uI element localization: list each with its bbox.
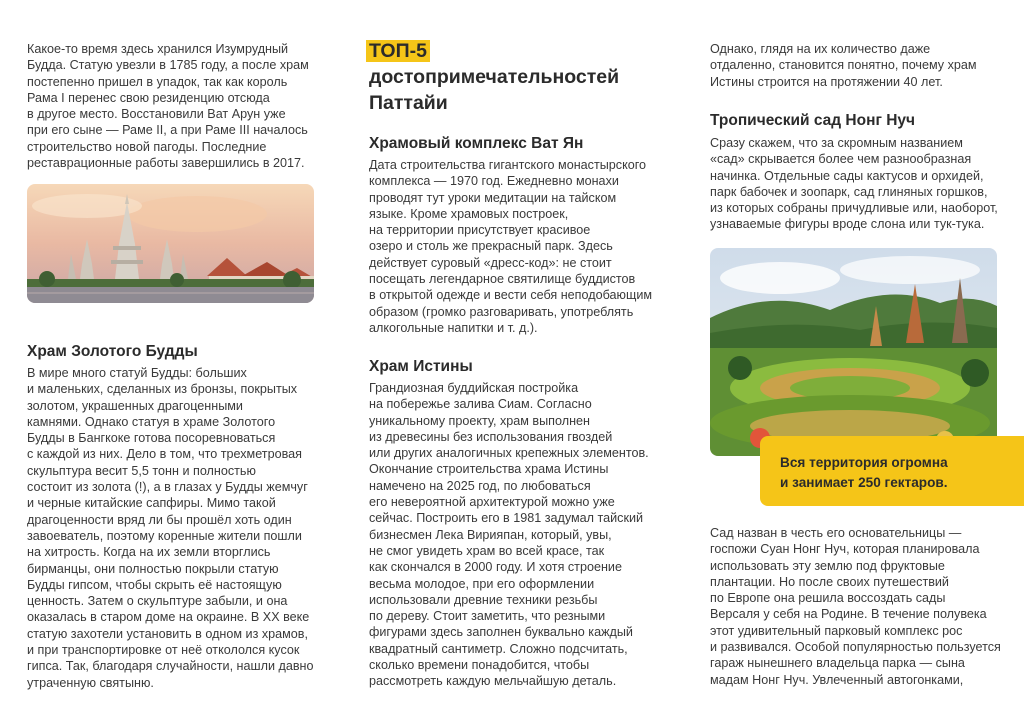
nong-nooch-photo [710,248,997,456]
page-title: достопримечательностей Паттайи [369,66,620,114]
col1-intro-text: Какое-то время здесь хранился Изумрудный Будда. Статую увезли в 1785 году, а после храм постепенно пришел в упадок, так как король Рама I перенес свою резиденцию отсюда в другое место. Восстановили Ват Арун уже при его сыне — Раме II, а при Раме III началось строительство новой пагоды. Последние реставрационные работы завершились в 2017. [27,42,309,171]
sanctuary-of-truth-heading: Храм Истины [369,358,473,375]
golden-buddha-text: В мире много статуй Будды: больших и маленьких, сделанных из бронзы, покрытых золотом, украшенных драгоценными камнями. Однако статуя в храме Золотого Будды в Бангкоке готова посоревноваться с каждой из них. Дело в том, что трехметровая скульптура весит 5,5 тонн и полностью состоит из золота (!), а в глазах у Будды жемчуг и черные китайские сапфиры. Мимо такой драгоценности вряд ли бы прошёл хоть один завоеватель, поэтому коренные жители пошли на хитрость. Когда на их земли вторглись бирманцы, они полностью покрыли статую Будды гипсом, чтобы скрыть её настоящую ценность. Затем о скульптуре забыли, и она оказалась в старом доме на окраине. В XX веке статую захотели установить в одном из храмов, и при транспортировке от неё откололся кусок гипса. Так, благодаря случайности, нашли давно утраченную святыню. [27,366,314,690]
col3-intro-text: Однако, глядя на их количество даже отдаленно, становится понятно, почему храм Истины строится на протяжении 40 лет. [710,42,977,89]
nong-nooch-text-2: Сад назван в честь его основательницы — госпожи Суан Нонг Нуч, которая планировала использовать эту землю под фруктовые плантации. Но после своих путешествий по Европе она решила воссоздать сады Версаля у себя на Родине. В течение полувека этот удивительный парковый комплекс рос и развивался. Особой популярностью пользуется гараж нынешнего владельца парка — сына мадам Нонг Нуч. Увлеченный автогонками, [710,526,1001,687]
nong-nooch-text: Сразу скажем, что за скромным названием «сад» скрывается более чем разнообразная начинка. Отдельные сады кактусов и орхидей, парк бабочек и зоопарк, сад глиняных горшков, из которых собраны причудливые или, наоборот, узнаваемые фигуры вроде слона или тук-тука. [710,136,998,232]
page-title-highlight [366,38,430,64]
wat-arun-photo [27,184,314,303]
title-highlight: ТОП-5 [366,40,430,62]
wat-yan-heading: Храмовый комплекс Ват Ян [369,135,584,152]
area-callout: Вся территория огромна и занимает 250 гектаров. [760,436,1024,506]
nong-nooch-illustration [710,248,997,456]
sanctuary-of-truth-text: Грандиозная буддийская постройка на побережье залива Сиам. Согласно уникальному проекту, храм выполнен из древесины без использования гвоздей или других аналогичных крепежных элементов. Окончание строительства храма Истины намечено на 2025 год, по любоваться его невероятной архитектурой можно уже сейчас. Построить его в 1981 задумал тайский бизнесмен Лека Вирияпан, который, увы, не смог увидеть храм во всей красе, так как скончался в 2000 году. И хотя строение весьма молодое, при его оформлении использовали древние техники резьбы по дереву. Стоит заметить, что резными фигурами здесь заполнен буквально каждый квадратный сантиметр. Сложно подсчитать, сколько времени понадобится, чтобы рассмотреть каждую мельчайшую деталь. [369,381,649,689]
wat-arun-illustration [27,184,314,303]
golden-buddha-heading: Храм Золотого Будды [27,343,198,360]
wat-yan-text: Дата строительства гигантского монастырского комплекса — 1970 год. Ежедневно монахи проводят тут уроки медитации на тайском языке. Кроме храмовых построек, на территории присутствует красивое озеро и столь же прекрасный парк. Здесь действует суровый «дресс-код»: не стоит посещать легендарное святилище буддистов в открытой одежде и вести себя неподобающим образом (громко разговаривать, употреблять алкогольные напитки и т. д.). [369,158,653,335]
nong-nooch-heading: Тропический сад Нонг Нуч [710,112,916,129]
